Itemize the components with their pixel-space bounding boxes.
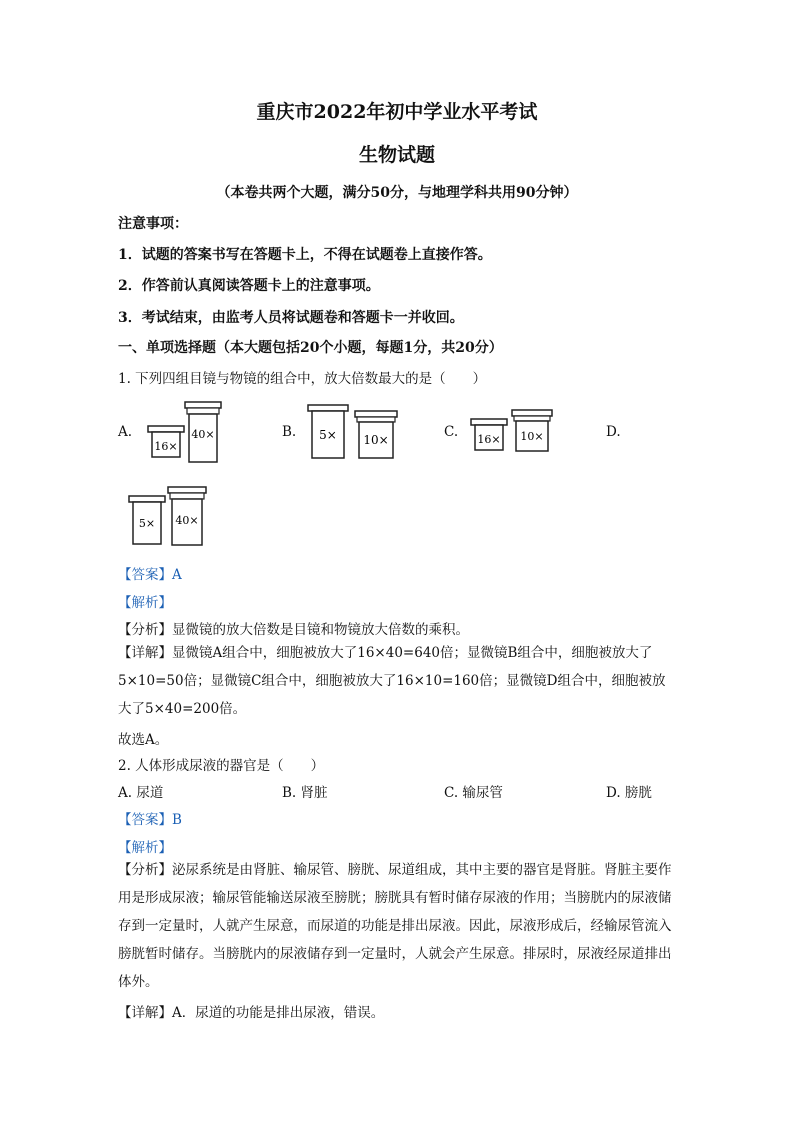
objective-lens	[355, 411, 397, 458]
eyepiece-label: 16×	[154, 440, 178, 453]
q2-option-a: A. 尿道	[118, 785, 164, 801]
eyepiece-lens	[129, 496, 165, 544]
note-item: 1．试题的答案书写在答题卡上，不得在试题卷上直接作答。	[118, 247, 492, 263]
q2-option-c: C. 输尿管	[444, 785, 503, 801]
exam-subtitle: （本卷共两个大题，满分50分，与地理学科共用90分钟）	[216, 185, 578, 201]
objective-label: 10×	[520, 430, 544, 443]
eyepiece-label: 16×	[477, 433, 501, 446]
option-a-letter: A.	[118, 424, 133, 440]
option-d-letter: D.	[606, 424, 621, 440]
q2-analysis-tag: 【解析】	[118, 840, 172, 856]
eyepiece-lens	[308, 405, 348, 458]
objective-lens	[168, 487, 206, 545]
question-1-stem: 1. 下列四组目镜与物镜的组合中，放大倍数最大的是（ ）	[118, 371, 487, 387]
option-c-letter: C.	[444, 424, 459, 440]
option-b-lens-diagram	[305, 403, 400, 461]
q2-option-d: D. 膀胱	[606, 785, 652, 801]
section-heading: 一、单项选择题（本大题包括20个小题，每题1分，共20分）	[118, 340, 503, 356]
eyepiece-lens	[471, 419, 507, 450]
q1-fenxi: 【分析】显微镜的放大倍数是目镜和物镜放大倍数的乘积。	[118, 622, 469, 638]
q1-xiangjie: 【详解】显微镜A组合中，细胞被放大了16×40=640倍；显微镜B组合中，细胞被放大了5×10=50倍；显微镜C组合中，细胞被放大了16×10=160倍；显微镜D组合中，细胞被放大了5×40=200倍。	[118, 645, 666, 717]
q1-answer: 【答案】A	[118, 567, 182, 583]
eyepiece-label: 5×	[138, 517, 156, 530]
q2-answer: 【答案】B	[118, 812, 182, 828]
exam-title: 重庆市2022年初中学业水平考试	[256, 101, 538, 123]
subject-title: 生物试题	[358, 144, 435, 166]
question-2-stem: 2. 人体形成尿液的器官是（ ）	[118, 758, 325, 774]
q1-analysis-tag: 【解析】	[118, 595, 172, 611]
option-a-lens-diagram	[145, 400, 225, 464]
q2-option-b: B. 肾脏	[282, 785, 328, 801]
eyepiece-lens	[148, 426, 184, 457]
objective-label: 40×	[175, 514, 199, 527]
option-c-lens-diagram	[468, 407, 558, 457]
note-item: 3．考试结束，由监考人员将试题卷和答题卡一并收回。	[118, 310, 464, 326]
option-d-lens-diagram	[126, 484, 214, 548]
q2-xiangjie: 【详解】A．尿道的功能是排出尿液，错误。	[118, 1005, 385, 1021]
objective-label: 10×	[363, 433, 389, 447]
objective-lens	[185, 402, 221, 462]
notes-heading: 注意事项：	[118, 216, 188, 232]
objective-label: 40×	[191, 428, 215, 441]
note-item: 2．作答前认真阅读答题卡上的注意事项。	[118, 278, 380, 294]
objective-lens	[512, 410, 552, 451]
eyepiece-label: 5×	[319, 428, 337, 442]
q2-fenxi: 【分析】泌尿系统是由肾脏、输尿管、膀胱、尿道组成，其中主要的器官是肾脏。肾脏主要作用是形成尿液；输尿管能输送尿液至膀胱；膀胱具有暂时储存尿液的作用；当膀胱内的尿液储存到一定量时，人就产生尿意，而尿道的功能是排出尿液。因此，尿液形成后，经输尿管流入膀胱暂时储存。当膀胱内的尿液储存到一定量时，人就会产生尿意。排尿时，尿液经尿道排出体外。	[118, 862, 672, 990]
q1-conclusion: 故选A。	[118, 732, 169, 748]
option-b-letter: B.	[282, 424, 297, 440]
